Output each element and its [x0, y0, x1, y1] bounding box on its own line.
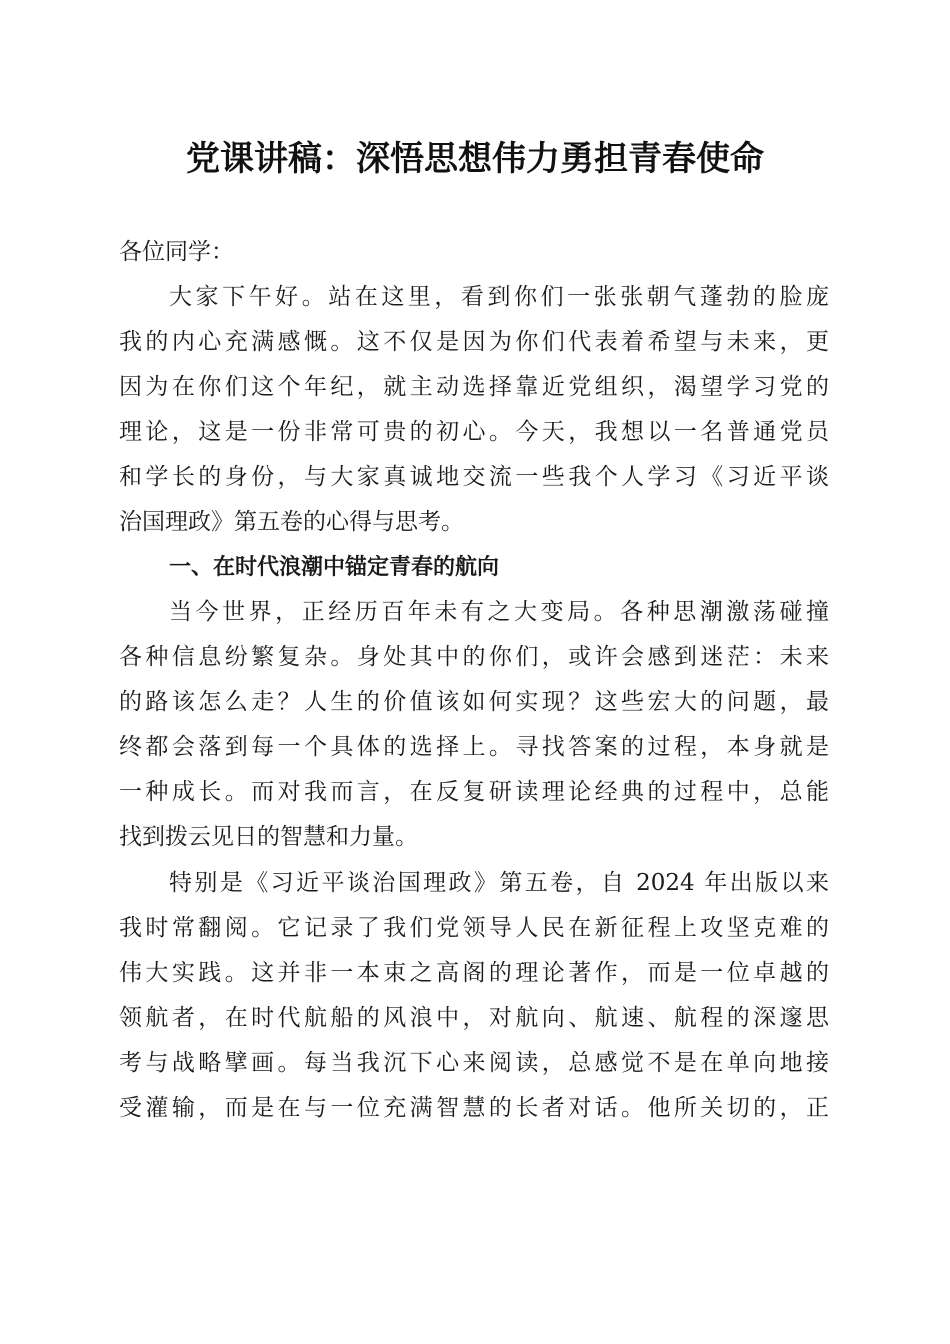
- paragraph-2-line-4: 终都会落到每一个具体的选择上。寻找答案的过程，本身就是: [119, 734, 829, 760]
- salutation: 各位同学：: [119, 239, 234, 265]
- paragraph-1-line-6: 治国理政》第五卷的心得与思考。: [119, 509, 464, 535]
- page-title: 党课讲稿：深悟思想伟力勇担青春使命: [186, 139, 764, 179]
- paragraph-3-line-3: 伟大实践。这并非一本束之高阁的理论著作，而是一位卓越的: [119, 960, 829, 986]
- paragraph-3-line-5: 考与战略擘画。每当我沉下心来阅读，总感觉不是在单向地接: [119, 1050, 829, 1076]
- paragraph-1-line-1: 大家下午好。站在这里，看到你们一张张朝气蓬勃的脸庞: [169, 284, 829, 310]
- paragraph-1-line-2: 我的内心充满感慨。这不仅是因为你们代表着希望与未来，更: [119, 329, 829, 355]
- paragraph-3-line-4: 领航者，在时代航船的风浪中，对航向、航速、航程的深邃思: [119, 1005, 829, 1031]
- paragraph-3-line-1: 特别是《习近平谈治国理政》第五卷，自 2024 年出版以来: [169, 870, 829, 896]
- paragraph-1-line-5: 和学长的身份，与大家真诚地交流一些我个人学习《习近平谈: [119, 464, 829, 490]
- paragraph-2-line-5: 一种成长。而对我而言，在反复研读理论经典的过程中，总能: [119, 779, 829, 805]
- paragraph-1-line-4: 理论，这是一份非常可贵的初心。今天，我想以一名普通党员: [119, 419, 829, 445]
- paragraph-2-line-1: 当今世界，正经历百年未有之大变局。各种思潮激荡碰撞: [169, 599, 829, 625]
- paragraph-2-line-3: 的路该怎么走？人生的价值该如何实现？这些宏大的问题，最: [119, 689, 829, 715]
- section-heading-1: 一、在时代浪潮中锚定青春的航向: [169, 555, 500, 580]
- document-body: [119, 230, 829, 1131]
- paragraph-3-line-6: 受灌输，而是在与一位充满智慧的长者对话。他所关切的，正: [119, 1095, 829, 1121]
- paragraph-2-line-6: 找到拨云见日的智慧和力量。: [119, 824, 418, 850]
- paragraph-1-line-3: 因为在你们这个年纪，就主动选择靠近党组织，渴望学习党的: [119, 374, 829, 400]
- paragraph-2-line-2: 各种信息纷繁复杂。身处其中的你们，或许会感到迷茫：未来: [119, 644, 829, 670]
- paragraph-3-line-2: 我时常翻阅。它记录了我们党领导人民在新征程上攻坚克难的: [119, 915, 829, 941]
